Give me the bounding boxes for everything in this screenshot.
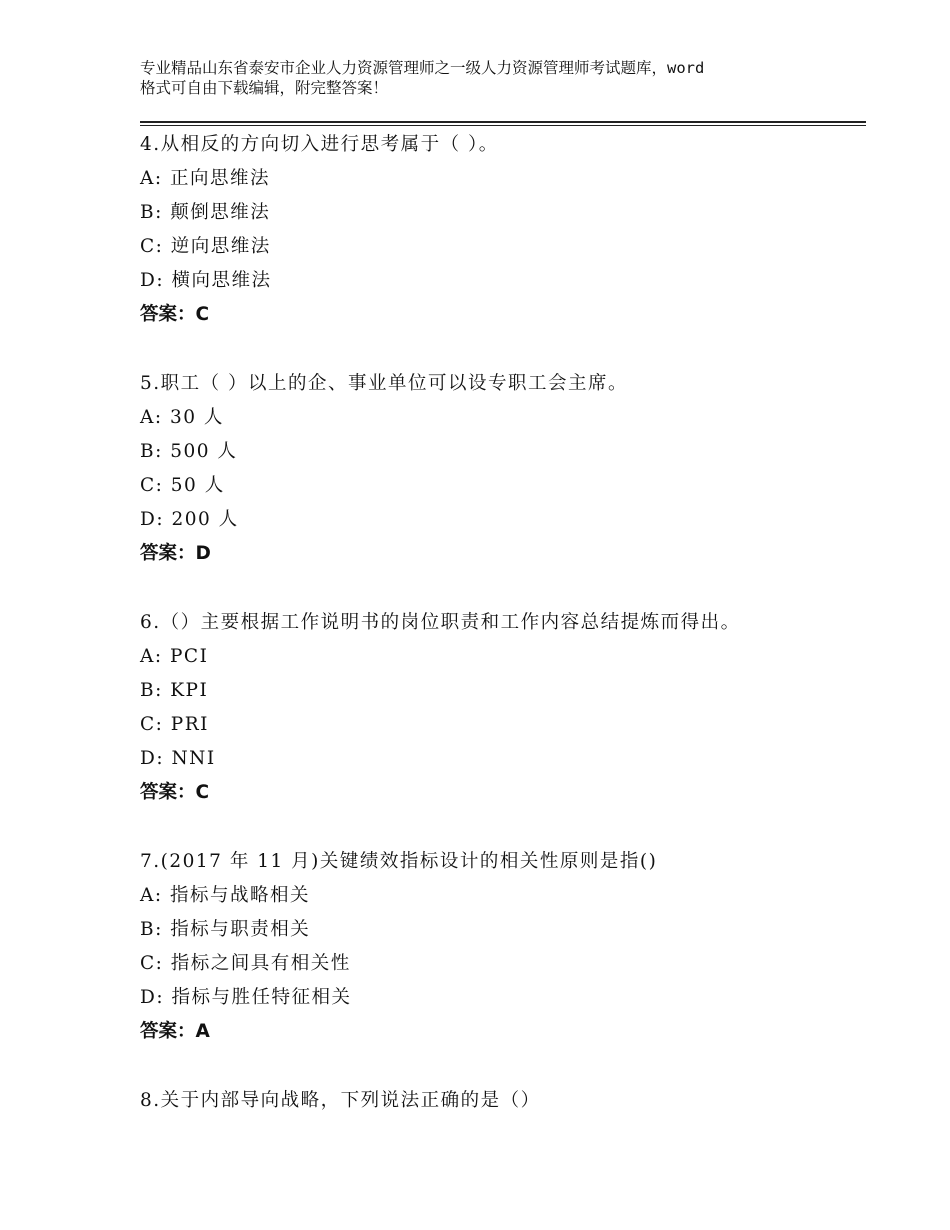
answer-label: 答案：A xyxy=(140,1021,210,1042)
document-header xyxy=(140,58,840,98)
question-6 xyxy=(140,606,866,810)
option-b: B: 500 人 xyxy=(140,441,238,462)
question-stem: 5.职工（ ）以上的企、事业单位可以设专职工会主席。 xyxy=(140,373,629,394)
spacer xyxy=(140,1049,866,1084)
answer-label: 答案：C xyxy=(140,304,210,325)
question-8 xyxy=(140,1084,866,1118)
spacer xyxy=(140,332,866,367)
option-d: D: 横向思维法 xyxy=(140,270,272,291)
option-a: A: 30 人 xyxy=(140,407,224,428)
header-title-line-1: 专业精品山东省泰安市企业人力资源管理师之一级人力资源管理师考试题库，word xyxy=(140,59,705,77)
question-7 xyxy=(140,845,866,1049)
question-list xyxy=(140,128,866,1118)
option-c: C: 50 人 xyxy=(140,475,225,496)
answer-label: 答案：C xyxy=(140,782,210,803)
option-c: C: PRI xyxy=(140,714,209,735)
header-divider-thick xyxy=(140,121,866,123)
spacer xyxy=(140,810,866,845)
option-a: A: 正向思维法 xyxy=(140,168,270,189)
option-d: D: NNI xyxy=(140,748,216,769)
spacer xyxy=(140,571,866,606)
option-a: A: PCI xyxy=(140,646,209,667)
option-c: C: 指标之间具有相关性 xyxy=(140,953,351,974)
option-b: B: KPI xyxy=(140,680,209,701)
option-d: D: 200 人 xyxy=(140,509,239,530)
option-d: D: 指标与胜任特征相关 xyxy=(140,987,352,1008)
question-4 xyxy=(140,128,866,332)
header-title-line-2: 格式可自由下载编辑，附完整答案！ xyxy=(140,79,389,97)
option-b: B: 指标与职责相关 xyxy=(140,919,311,940)
question-stem: 8.关于内部导向战略，下列说法正确的是（） xyxy=(140,1090,541,1111)
option-a: A: 指标与战略相关 xyxy=(140,885,310,906)
question-5 xyxy=(140,367,866,571)
question-stem: 4.从相反的方向切入进行思考属于（ ）。 xyxy=(140,134,499,155)
option-b: B: 颠倒思维法 xyxy=(140,202,271,223)
answer-label: 答案：D xyxy=(140,543,211,564)
question-stem: 7.(2017 年 11 月)关键绩效指标设计的相关性原则是指() xyxy=(140,851,658,872)
question-stem: 6.（）主要根据工作说明书的岗位职责和工作内容总结提炼而得出。 xyxy=(140,612,741,633)
header-divider-thin xyxy=(140,125,866,126)
option-c: C: 逆向思维法 xyxy=(140,236,271,257)
